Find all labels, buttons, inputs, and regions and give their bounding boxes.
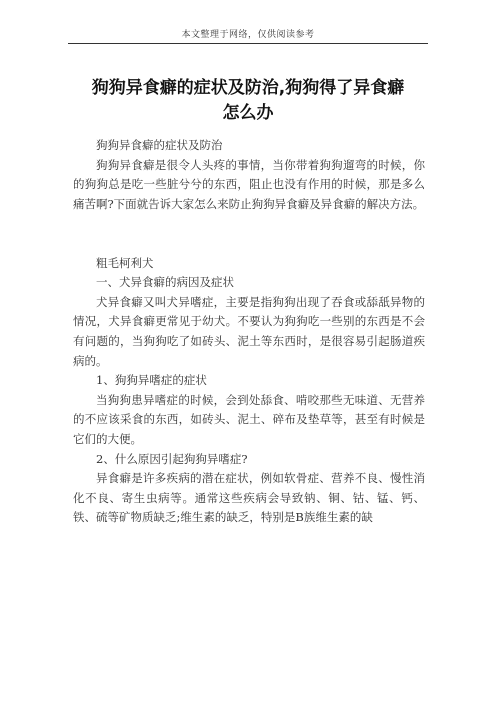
intro-paragraph: 狗狗异食癖是很令人头疼的事情，当你带着狗狗遛弯的时候，你的狗狗总是吃一些脏兮兮的东西，阻止也没有作用的时候，那是多么痛苦啊?下面就告诉大家怎么来防止狗狗异食癖及异食癖的解决方法。	[73, 157, 425, 211]
subheading-2: 2、什么原因引起狗狗异嗜症?	[96, 451, 248, 466]
header-note: 本文整理于网络，仅供阅读参考	[181, 30, 315, 40]
header-divider	[68, 43, 428, 44]
page-title	[60, 76, 436, 126]
subparagraph-1: 当狗狗患异嗜症的时候，会到处舔食、啃咬那些无味道、无营养的不应该采食的东西，如砖头、泥土、碎布及垫草等，甚至有时候是它们的大便。	[73, 392, 425, 446]
breed-label: 粗毛柯利犬	[96, 255, 154, 270]
subtitle-paragraph: 狗狗异食癖的症状及防治	[96, 138, 223, 152]
subparagraph-2: 异食癖是许多疾病的潜在症状，例如软骨症、营养不良、慢性消化不良、寄生虫病等。通常这些疾病会导致钠、铜、钴、锰、钙、铁、硫等矿物质缺乏;维生素的缺乏，特别是B族维生素的缺	[73, 471, 425, 525]
title-line-1: 狗狗异食癖的症状及防治,狗狗得了异食癖	[91, 78, 405, 98]
section-heading-1: 一、犬异食癖的病因及症状	[96, 275, 234, 290]
blank-line	[73, 234, 425, 254]
article-body	[73, 136, 425, 528]
section-paragraph-1: 犬异食癖又叫犬异嗜症，主要是指狗狗出现了吞食或舔舐异物的情况，犬异食癖更常见于幼犬。不要认为狗狗吃一些别的东西是不会有问题的，当狗狗吃了如砖头、泥土等东西时，是很容易引起肠道疾病的。	[73, 294, 425, 368]
blank-line	[73, 214, 425, 234]
subheading-1: 1、狗狗异嗜症的症状	[96, 373, 207, 388]
title-line-2: 怎么办	[222, 103, 274, 123]
